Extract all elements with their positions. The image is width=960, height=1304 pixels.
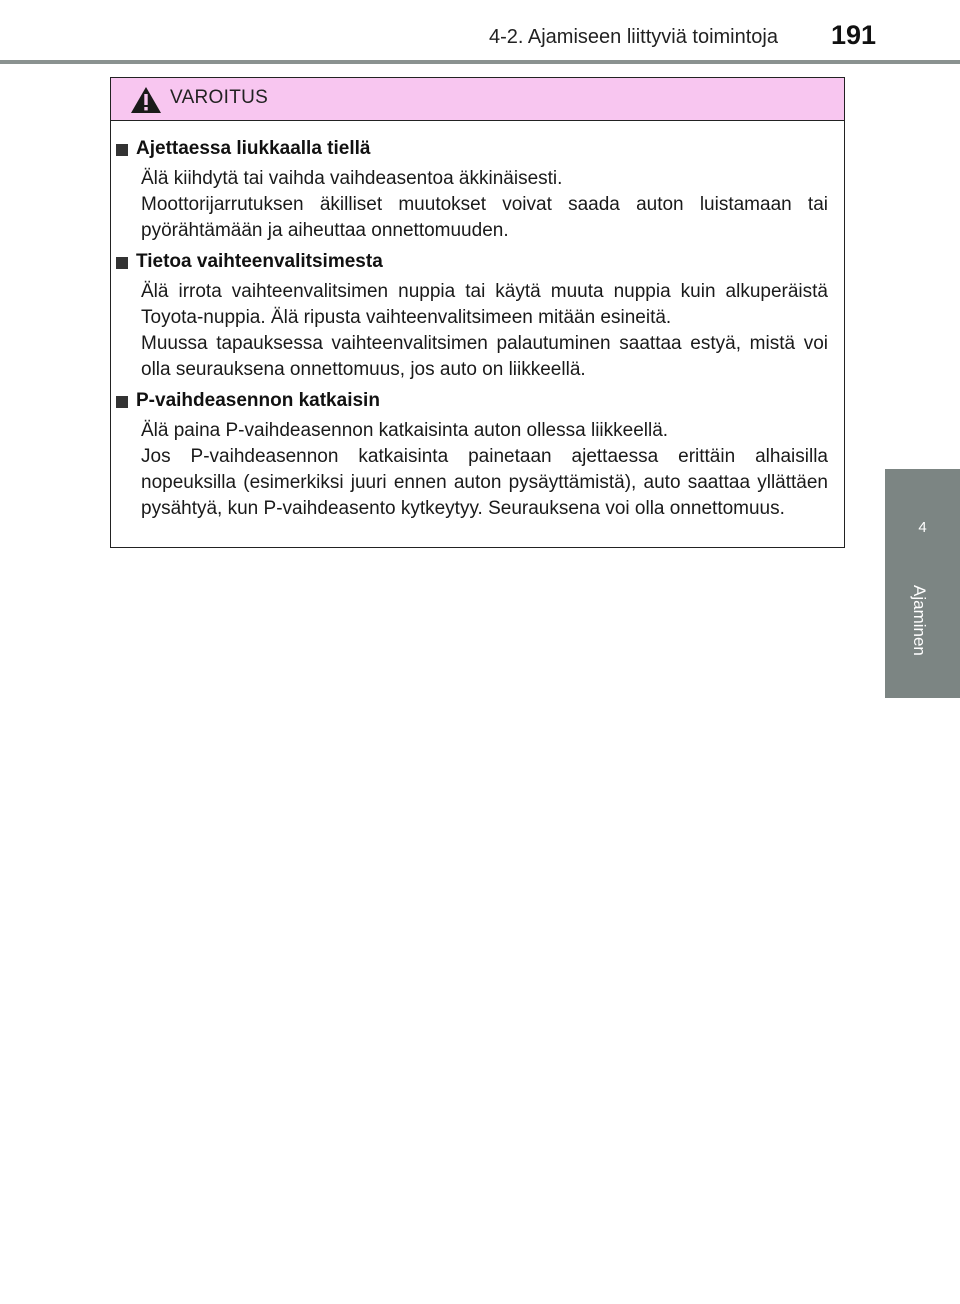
- section-heading-text: Ajettaessa liukkaalla tiellä: [136, 138, 371, 159]
- chapter-number: 4: [918, 519, 927, 536]
- section-heading: [116, 137, 828, 161]
- section-title: 4-2. Ajamiseen liittyviä toimintoja: [488, 26, 778, 48]
- warning-body: [111, 121, 844, 522]
- warning-section: [116, 250, 828, 383]
- warning-triangle-icon: [130, 86, 162, 114]
- section-heading: [116, 250, 828, 274]
- square-bullet-icon: [116, 257, 128, 269]
- warning-box: [110, 77, 845, 548]
- warning-section: [116, 389, 828, 522]
- paragraph: Jos P-vaihdeasennon katkaisinta painetaan ajettaessa erittäin alhaisilla nopeuksilla (esimerkiksi juuri ennen auton pysäyttämistä), auto saattaa yllättäen pysähtyä, kun P-vaihdeasento kytkeytyy. Seurauksena voi olla onnettomuus.: [141, 446, 828, 519]
- section-heading: [116, 389, 828, 413]
- paragraph: Älä paina P-vaihdeasennon katkaisinta auton ollessa liikkeellä.: [141, 420, 669, 441]
- warning-label: VAROITUS: [170, 87, 269, 108]
- paragraph: Älä irrota vaihteenvalitsimen nuppia tai käytä muuta nuppia kuin alkuperäistä Toyota-nuppia. Älä ripusta vaihteenvalitsimeen mitään esineitä.: [141, 281, 828, 328]
- square-bullet-icon: [116, 396, 128, 408]
- square-bullet-icon: [116, 144, 128, 156]
- section-heading-text: Tietoa vaihteenvalitsimesta: [136, 251, 383, 272]
- section-heading-text: P-vaihdeasennon katkaisin: [136, 390, 380, 411]
- page-number: 191: [830, 20, 876, 50]
- paragraph: Moottorijarrutuksen äkilliset muutokset voivat saada auton luistamaan tai pyörähtämään ja aiheuttaa onnettomuuden.: [141, 194, 828, 241]
- header-divider: [0, 60, 960, 64]
- chapter-side-tab: [885, 469, 960, 698]
- paragraph: Muussa tapauksessa vaihteenvalitsimen palautuminen saattaa estyä, mistä voi olla seurauksena onnettomuus, jos auto on liikkeellä.: [141, 333, 828, 380]
- paragraph: Älä kiihdytä tai vaihda vaihdeasentoa äkkinäisesti.: [141, 168, 563, 189]
- chapter-label: Ajaminen: [910, 585, 929, 656]
- warning-section: [116, 137, 828, 244]
- warning-header: [111, 78, 844, 121]
